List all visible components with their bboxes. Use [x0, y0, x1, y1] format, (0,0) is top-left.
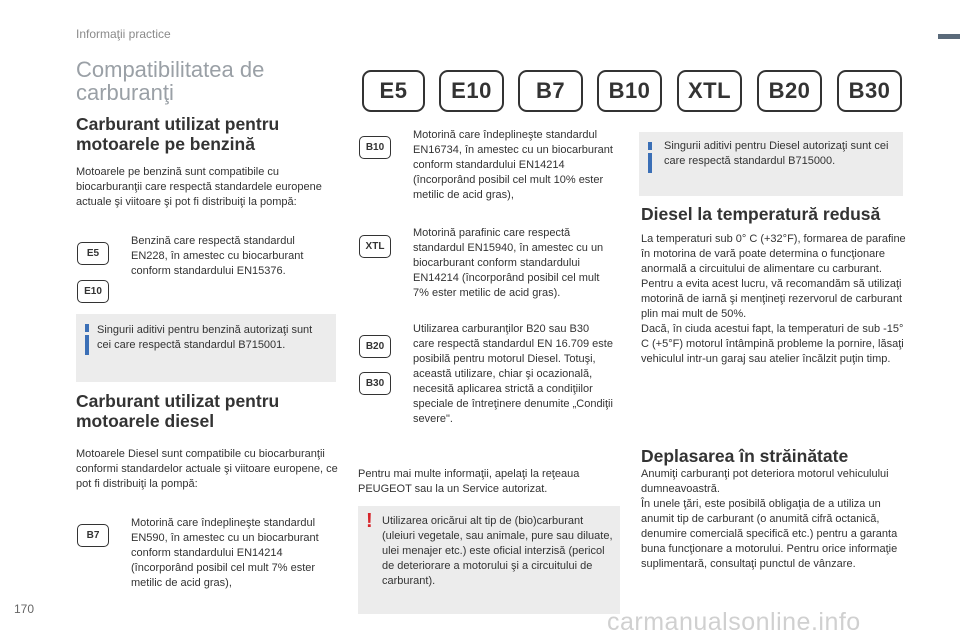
warning-box	[358, 506, 620, 614]
diesel-badge-b7: B7	[77, 524, 109, 547]
low-temp-text	[641, 232, 906, 367]
low-temp-heading: Diesel la temperatură redusă	[641, 204, 881, 224]
petrol-description: Benzină care respectă standardul EN228, în amestec cu biocarburant conform standardului EN15376.	[131, 235, 304, 277]
badge-b20-small: B20	[359, 335, 391, 358]
page-number: 170	[14, 602, 35, 616]
diesel-intro: Motoarele Diesel sunt compatibile cu biocarburanţii conformi standardelor actuale şi viitoare europene, ce pot fi distribuiţi la pompă:	[76, 448, 338, 490]
badge-b20: B20	[757, 70, 822, 112]
low-temp-paragraph-1: La temperaturi sub 0° C (+32°F), formarea de parafine în motorina de vară poate determina o funcţionare anormală a circuitului de alimentare cu carburant. Pentru a evita acest lucru, vă recomandăm să utilizaţi motorină de iarnă şi menţineţi rezervorul de carburant plin mai mult de 50%.	[641, 233, 906, 320]
petrol-badge-e5: E5	[77, 242, 109, 265]
corner-marker	[938, 34, 960, 39]
low-temp-paragraph-2: Dacă, în ciuda acestui fapt, la temperaturi de sub -15° C (+5°F) motorul întâmpină probleme la pornire, lăsaţi vehiculul intr-un garaj sau atelier încălzit puţin timp.	[641, 323, 904, 365]
warning-icon: !	[366, 510, 373, 532]
warning-text: Utilizarea oricărui alt tip de (bio)carburant (uleiuri vegetale, sau animale, pure sau diluate, ulei menajer etc.) este oficial interzisă (pericol de deteriorare a motorului şi a circuitului de carburant).	[382, 515, 613, 587]
diesel-info-box	[639, 132, 903, 196]
badge-e5: E5	[362, 70, 425, 112]
watermark: carmanualsonline.info	[607, 608, 861, 636]
diesel-info-text: Singurii aditivi pentru Diesel autorizaţi sunt cei care respectă standardul B715000.	[664, 140, 889, 167]
info-icon	[648, 142, 652, 150]
abroad-paragraph-1: Anumiţi carburanţi pot deteriora motorul vehiculului dumneavoastră.	[641, 468, 889, 495]
info-icon-stem	[648, 153, 652, 173]
b20-b30-description: Utilizarea carburanţilor B20 sau B30 care respectă standardul EN 16.709 este posibilă pentru motorul Diesel. Totuşi, această utilizare, chiar şi ocazională, necesită aplicarea strictă a condiţiilor speciale de întreţinere denumite „Condiţii severe".	[413, 323, 613, 425]
badge-b10: B10	[597, 70, 662, 112]
abroad-heading: Deplasarea în străinătate	[641, 446, 849, 466]
more-info-text: Pentru mai multe informaţii, apelaţi la reţeaua PEUGEOT sau la un Service autorizat.	[358, 468, 580, 495]
badge-b7: B7	[518, 70, 583, 112]
badge-b10-small: B10	[359, 136, 391, 159]
petrol-badge-e10: E10	[77, 280, 109, 303]
info-icon	[85, 324, 89, 332]
diesel-b7-description: Motorină care îndeplineşte standardul EN590, în amestec cu un biocarburant conform standardului EN14214 (încorporând posibil cel mult 7% ester metilic de acid gras),	[131, 517, 319, 589]
petrol-info-box	[76, 314, 336, 382]
badge-e10: E10	[439, 70, 504, 112]
diesel-heading: Carburant utilizat pentru motoarele diesel	[76, 391, 280, 431]
abroad-text	[641, 467, 906, 572]
b10-description: Motorină care îndeplineşte standardul EN16734, în amestec cu un biocarburant conform standardului EN14214 (încorporând posibil cel mult 10% ester metilic de acid gras),	[413, 129, 613, 201]
abroad-paragraph-2: În unele ţări, este posibilă obligaţia de a utiliza un anumit tip de carburant (o anumită cifră octanică, denumire comercială specifică etc.) pentru a garanta buna funcţionare a motorului. Pentru orice informaţie suplimentară, consultaţi punctul de vânzare.	[641, 498, 898, 570]
badge-xtl-small: XTL	[359, 235, 391, 258]
petrol-heading: Carburant utilizat pentru motoarele pe benzină	[76, 114, 280, 154]
badge-xtl: XTL	[677, 70, 742, 112]
badge-b30-small: B30	[359, 372, 391, 395]
page-title: Compatibilitatea de carburanţi	[76, 57, 265, 105]
info-icon-stem	[85, 335, 89, 355]
badge-b30: B30	[837, 70, 902, 112]
petrol-intro: Motoarele pe benzină sunt compatibile cu biocarburanţii care respectă standardele europene actuale şi viitoare şi pot fi distribuiţi la pompă:	[76, 166, 322, 208]
petrol-info-text: Singurii aditivi pentru benzină autorizaţi sunt cei care respectă standardul B715001.	[97, 324, 313, 351]
xtl-description: Motorină parafinic care respectă standardul EN15940, în amestec cu un biocarburant conform standardului EN14214 (încorporând posibil cel mult 7% ester metilic de acid gras).	[413, 227, 604, 299]
section-header: Informaţii practice	[76, 27, 171, 41]
